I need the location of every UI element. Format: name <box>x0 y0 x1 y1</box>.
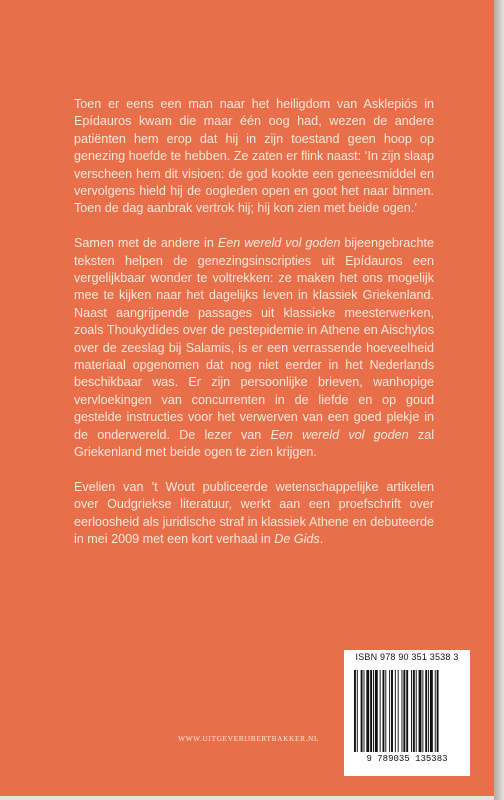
barcode-bar <box>425 670 427 752</box>
paragraph-2-end: zal Griekenland met beide ogen te zien krijgen. <box>74 427 434 460</box>
barcode-bar <box>364 670 365 752</box>
barcode-bar <box>416 670 417 752</box>
blurb-paragraph-2 <box>74 235 434 461</box>
blurb-paragraph-1: Toen er eens een man naar het heiligdom van Asklepiós in Epídauros kwam die maar één oog had, wezen de andere patiënten hem erop dat hij in zijn toestand geen hoop op genezing hoefde te hebben. Ze zaten er flink naast: ‘In zijn slaap verscheen hem dit visioen: de god kookte een geneesmiddel en vervolgens hield hij de oogleden open en goot het naar binnen. Toen de dag aanbrak vertrok hij; hij kon zien met beide ogen.’ <box>74 97 434 216</box>
barcode-bar <box>413 670 415 752</box>
author-bio <box>74 479 434 549</box>
barcode-bars <box>354 670 462 752</box>
isbn-number: ISBN 978 90 351 3538 3 <box>355 652 459 662</box>
barcode-bar <box>380 670 381 752</box>
barcode-bar <box>389 670 390 752</box>
page-edge-shadow <box>494 0 504 800</box>
barcode-bar <box>430 670 433 752</box>
barcode-bar <box>398 670 399 752</box>
barcode-label <box>344 650 470 776</box>
paragraph-2-intro: Samen met de andere in <box>74 236 218 251</box>
book-title-repeat: Een wereld vol goden <box>270 427 409 442</box>
barcode-bar <box>419 670 422 752</box>
barcode-bar <box>422 670 423 752</box>
barcode-bar <box>411 670 412 752</box>
journal-title: De Gids <box>274 532 320 547</box>
publisher-website: WWW.UITGEVERIJBERTBAKKER.NL <box>178 734 320 743</box>
barcode-bar <box>402 670 403 752</box>
author-bio-text: Evelien van ’t Wout publiceerde wetenschappelijke artikelen over Oudgriekse literatuur, werkt aan een proefschrift over eerloosheid als juridische straf in klassiek Athene en debuteerde in mei 2009 met een kort verhaal in <box>74 479 434 547</box>
barcode-bar <box>375 670 378 752</box>
barcode-bar <box>385 670 386 752</box>
barcode-bar <box>383 670 385 752</box>
barcode-bar <box>428 670 429 752</box>
barcode-bar <box>354 670 356 752</box>
barcode-bar <box>366 670 369 752</box>
barcode-bar <box>395 670 396 752</box>
barcode-bar <box>406 670 408 752</box>
blurb-text <box>74 96 434 566</box>
barcode-bar <box>403 670 405 752</box>
barcode-bar <box>391 670 393 752</box>
barcode-bar <box>373 670 374 752</box>
barcode-bar <box>437 670 439 752</box>
barcode-digits: 9 789035 135383 <box>366 754 448 764</box>
book-title: Een wereld vol goden <box>217 236 341 251</box>
barcode-bar <box>357 670 358 752</box>
author-bio-end: . <box>319 532 324 547</box>
barcode-bar <box>361 670 363 752</box>
barcode-bar <box>435 670 436 752</box>
paragraph-2-body: bijeengebrachte teksten helpen de genezingsinscripties uit Epídauros een vergelijkbaar wonder te voltrekken: ze maken het ons mogelijk mee te kijken naar het dagelijks leven in klassiek Griekenland. Naast aangrijpende passages uit klassieke meesterwerken, zoals Thoukydídes over de pestepidemie in Athene en Aischylos over de zeeslag bij Salamis, is er een verrassende hoeveelheid materiaal opgenomen dat nog niet eerder in het Nederlands beschikbaar was. Er zijn persoonlijke brieven, wanhopige vervloekingen van concurrenten in de liefde en op goud gestelde instructies voor het verwerven van een goed plekje in de onderwereld. De lezer van <box>74 236 435 442</box>
barcode-bar <box>370 670 372 752</box>
